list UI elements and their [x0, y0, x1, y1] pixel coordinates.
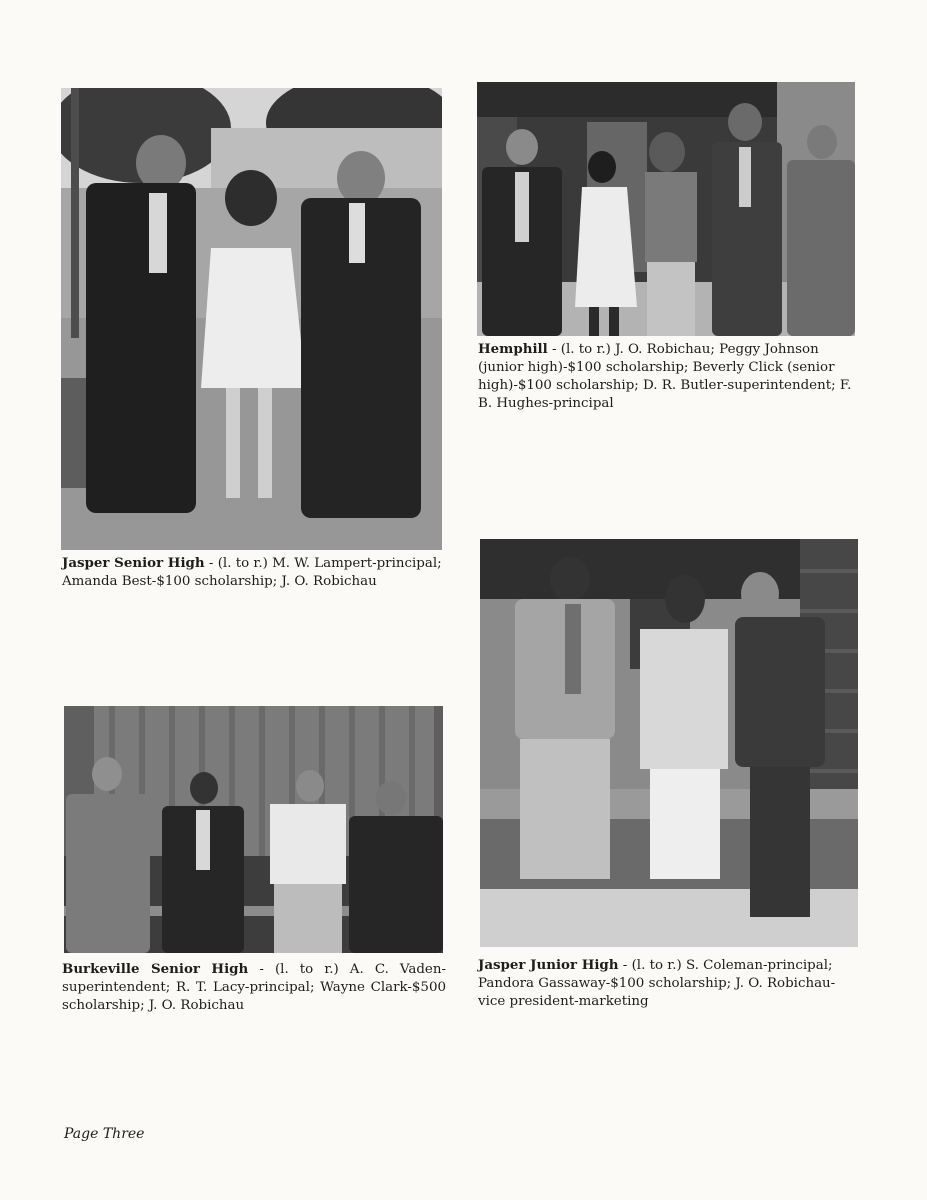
caption-details: - (l. to r.) J. O. Robichau; Peggy Johnson (junior high)-$100 scholarship; Beverly Click (senior high)-$100 scholarship; D. R. Butler-superintendent; F. B. Hughes-principal [478, 342, 852, 411]
photo-jasper-senior-high [61, 88, 442, 550]
caption-school-name: Jasper Senior High [62, 555, 205, 571]
caption-school-name: Burkeville Senior High [62, 961, 249, 977]
caption-jasper-junior-high [478, 956, 862, 1011]
photo-hemphill [477, 82, 855, 336]
caption-jasper-senior-high [62, 554, 444, 591]
caption-burkeville-senior-high [62, 960, 446, 1015]
caption-details: - (l. to r.) M. W. Lampert-principal; Amanda Best-$100 scholarship; J. O. Robichau [62, 556, 442, 589]
photo-jasper-junior-high [480, 539, 858, 947]
photo-jasper-junior-high-image [480, 539, 858, 947]
page-number: Page Three [64, 1126, 145, 1142]
caption-details: - (l. to r.) S. Coleman-principal; Pandora Gassaway-$100 scholarship; J. O. Robichau-vice president-marketing [478, 958, 836, 1009]
photo-jasper-senior-high-image [61, 88, 442, 550]
caption-school-name: Hemphill [478, 341, 548, 357]
caption-details: - (l. to r.) A. C. Vaden-superintendent; R. T. Lacy-principal; Wayne Clark-$500 scholarship; J. O. Robichau [62, 962, 446, 1013]
caption-school-name: Jasper Junior High [478, 957, 619, 973]
photo-burkeville-senior-high [64, 706, 443, 953]
caption-hemphill [478, 340, 860, 413]
photo-burkeville-senior-high-image [64, 706, 443, 953]
photo-hemphill-image [477, 82, 855, 336]
